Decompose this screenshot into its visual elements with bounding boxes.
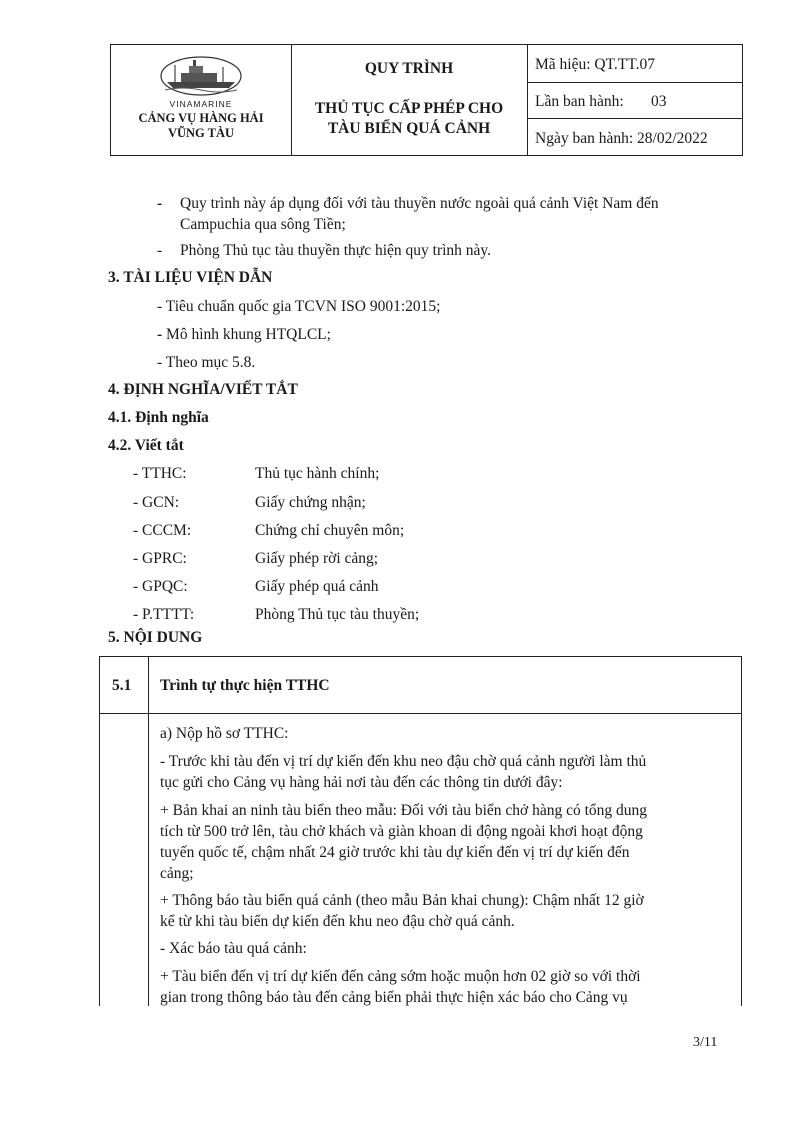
scope-line: Phòng Thủ tục tàu thuyền thực hiện quy trình này.: [180, 242, 492, 259]
procedure-cell: [291, 45, 527, 155]
content-line: + Tàu biển đến vị trí dự kiến đến cảng sớm hoặc muộn hơn 02 giờ so với thời: [160, 968, 641, 985]
abbreviation-code: - TTHC:: [133, 465, 187, 482]
abbreviation-meaning: Giấy phép quá cảnh: [255, 578, 379, 595]
scope-line: Quy trình này áp dụng đối với tàu thuyền nước ngoài quá cảnh Việt Nam đến: [180, 195, 659, 212]
abbreviation-code: - P.TTTT:: [133, 606, 195, 623]
procedure-title-line1: THỦ TỤC CẤP PHÉP CHO: [314, 100, 504, 117]
abbreviation-code: - CCCM:: [133, 522, 192, 539]
org-name-line1: CẢNG VỤ HÀNG HẢI: [138, 111, 264, 125]
reference-item: - Mô hình khung HTQLCL;: [157, 326, 331, 343]
header-divider: [527, 82, 742, 83]
abbreviation-meaning: Phòng Thủ tục tàu thuyền;: [255, 606, 420, 623]
content-line: tuyến quốc tế, chậm nhất 24 giờ trước khi tàu dự kiến đến vị trí dự kiến đến: [160, 844, 630, 861]
abbreviation-meaning: Giấy phép rời cảng;: [255, 550, 379, 567]
content-line: a) Nộp hồ sơ TTHC:: [160, 725, 289, 742]
reference-item: - Theo mục 5.8.: [157, 354, 256, 371]
content-line: - Trước khi tàu đến vị trí dự kiến đến khu neo đậu chờ quá cảnh người làm thủ: [160, 753, 647, 770]
abbreviation-meaning: Chứng chỉ chuyên môn;: [255, 522, 405, 539]
content-line: + Thông báo tàu biển quá cảnh (theo mẫu Bản khai chung): Chậm nhất 12 giờ: [160, 892, 644, 909]
procedure-label: QUY TRÌNH: [364, 60, 454, 77]
content-line: + Bản khai an ninh tàu biển theo mẫu: Đối với tàu biển chở hàng có tổng dung: [160, 802, 648, 819]
page-number: 3/11: [693, 1035, 718, 1050]
abbreviation-code: - GPRC:: [133, 550, 187, 567]
table-row-divider: [100, 713, 741, 714]
header-divider: [527, 45, 528, 155]
table-row-number: 5.1: [112, 677, 132, 694]
table-column-divider: [148, 657, 149, 1006]
document-header: [110, 44, 743, 156]
abbreviation-meaning: Thủ tục hành chính;: [255, 465, 380, 482]
section-heading: 3. TÀI LIỆU VIỆN DẪN: [108, 269, 273, 286]
table-row-title: Trình tự thực hiện TTHC: [160, 677, 330, 694]
bullet-dash: -: [157, 242, 163, 259]
subsection-heading: 4.2. Viết tắt: [108, 437, 184, 454]
content-line: - Xác báo tàu quá cảnh:: [160, 940, 307, 957]
subsection-heading: 4.1. Định nghĩa: [108, 409, 209, 426]
vinamarine-logo-icon: [159, 55, 243, 97]
procedure-title-line2: TÀU BIỂN QUÁ CẢNH: [327, 120, 491, 137]
content-line: tích từ 500 trở lên, tàu chở khách và giàn khoan di động ngoài khơi hoạt động: [160, 823, 643, 840]
document-code: Mã hiệu: QT.TT.07: [535, 56, 655, 73]
logo-brand-text: VINAMARINE: [169, 99, 233, 109]
logo-cell: [111, 45, 291, 155]
abbreviation-meaning: Giấy chứng nhận;: [255, 494, 366, 511]
content-line: kể từ khi tàu biển dự kiến đến khu neo đậu chờ quá cảnh.: [160, 913, 515, 930]
section-heading: 4. ĐỊNH NGHĨA/VIẾT TẮT: [108, 381, 298, 398]
issue-date: Ngày ban hành: 28/02/2022: [535, 130, 708, 147]
content-line: cảng;: [160, 865, 194, 882]
issue-number: 03: [651, 93, 667, 110]
header-divider: [527, 118, 742, 119]
content-line: tục gửi cho Cảng vụ hàng hải nơi tàu đến các thông tin dưới đây:: [160, 774, 563, 791]
issue-label: Lần ban hành:: [535, 93, 624, 110]
reference-item: - Tiêu chuẩn quốc gia TCVN ISO 9001:2015;: [157, 298, 441, 315]
bullet-dash: -: [157, 195, 163, 212]
section-heading: 5. NỘI DUNG: [108, 629, 203, 646]
org-name-line2: VŨNG TÀU: [167, 126, 235, 140]
abbreviation-code: - GCN:: [133, 494, 180, 511]
abbreviation-code: - GPQC:: [133, 578, 188, 595]
scope-line: Campuchia qua sông Tiền;: [180, 216, 346, 233]
content-line: gian trong thông báo tàu đến cảng biển phải thực hiện xác báo cho Cảng vụ: [160, 989, 628, 1006]
